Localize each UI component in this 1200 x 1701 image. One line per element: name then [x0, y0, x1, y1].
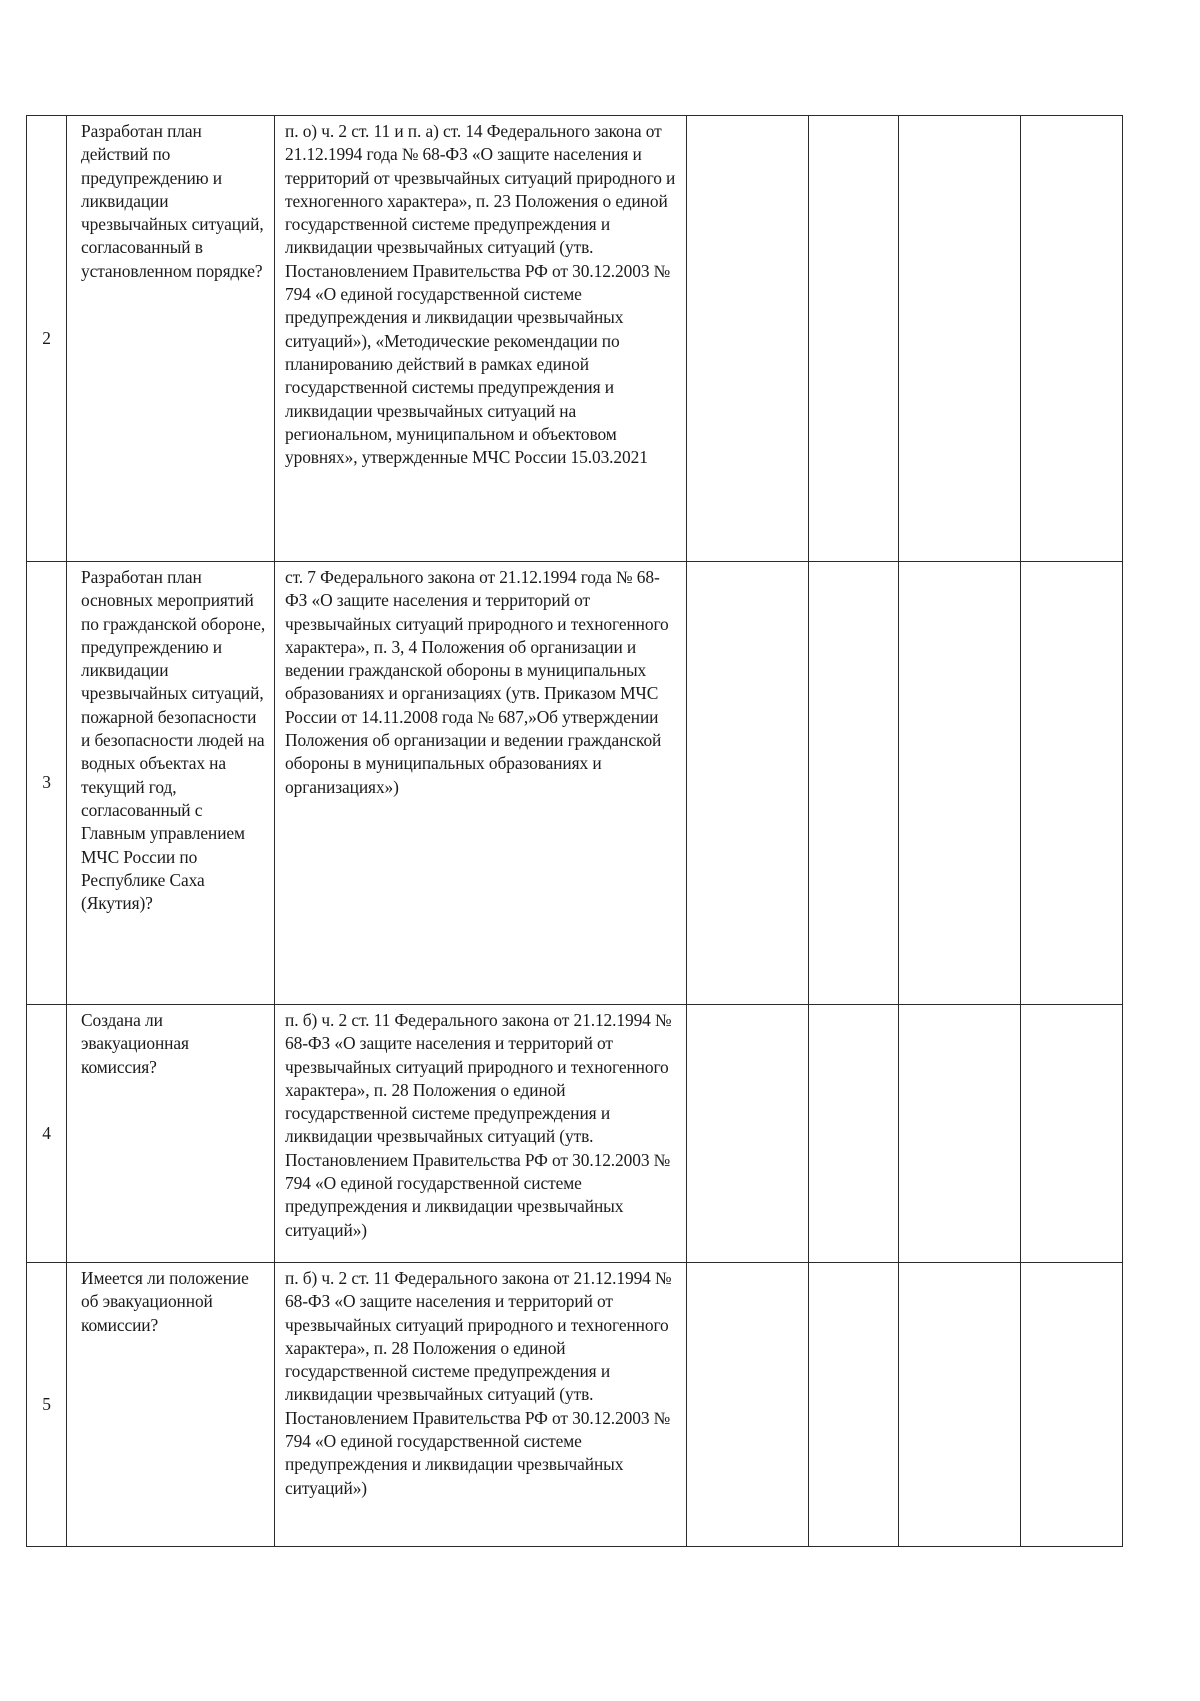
table-row	[27, 1263, 1123, 1547]
row-number: 4	[27, 1005, 67, 1263]
question-cell	[67, 1263, 275, 1547]
legal-basis-text: п. о) ч. 2 ст. 11 и п. а) ст. 14 Федерального закона от 21.12.1994 года № 68-ФЗ «О защите населения и территорий от чрезвычайных ситуаций природного и техногенного характера», п. 23 Положения о единой государственной системе предупреждения и ликвидации чрезвычайных ситуаций (утв. Постановлением Правительства РФ от 30.12.2003 № 794 «О единой государственной системе предупреждения и ликвидации чрезвычайных ситуаций»), «Методические рекомендации по планированию действий в рамках единой государственной системы предупреждения и ликвидации чрезвычайных ситуаций на региональном, муниципальном и объектовом уровнях», утвержденные МЧС России 15.03.2021	[285, 121, 676, 468]
answer-no-cell	[809, 116, 899, 562]
answer-no-cell	[809, 1005, 899, 1263]
note-cell	[1021, 1005, 1123, 1263]
document-page	[26, 115, 1122, 1547]
legal-basis-cell	[275, 116, 687, 562]
note-cell	[1021, 1263, 1123, 1547]
answer-no-cell	[809, 1263, 899, 1547]
answer-yes-cell	[687, 562, 809, 1005]
checklist-table	[26, 115, 1123, 1547]
legal-basis-cell	[275, 562, 687, 1005]
answer-na-cell	[899, 1005, 1021, 1263]
answer-na-cell	[899, 562, 1021, 1005]
answer-na-cell	[899, 116, 1021, 562]
row-number: 5	[27, 1263, 67, 1547]
legal-basis-cell	[275, 1263, 687, 1547]
table-row	[27, 1005, 1123, 1263]
note-cell	[1021, 116, 1123, 562]
question-cell	[67, 116, 275, 562]
legal-basis-cell	[275, 1005, 687, 1263]
question-text: Разработан план основных мероприятий по гражданской обороне, предупреждению и ликвидации чрезвычайных ситуаций, пожарной безопасности и безопасности людей на водных объектах на текущий год, согласованный с Главным управлением МЧС России по Республике Саха (Якутия)?	[81, 567, 266, 914]
answer-yes-cell	[687, 1263, 809, 1547]
question-text: Разработан план действий по предупреждению и ликвидации чрезвычайных ситуаций, согласованный в установленном порядке?	[81, 121, 264, 281]
answer-no-cell	[809, 562, 899, 1005]
row-number: 3	[27, 562, 67, 1005]
legal-basis-text: п. б) ч. 2 ст. 11 Федерального закона от 21.12.1994 № 68-ФЗ «О защите населения и территорий от чрезвычайных ситуаций природного и техногенного характера», п. 28 Положения о единой государственной системе предупреждения и ликвидации чрезвычайных ситуаций (утв. Постановлением Правительства РФ от 30.12.2003 № 794 «О единой государственной системе предупреждения и ликвидации чрезвычайных ситуаций»)	[285, 1268, 672, 1498]
answer-na-cell	[899, 1263, 1021, 1547]
question-text: Создана ли эвакуационная комиссия?	[81, 1010, 189, 1077]
answer-yes-cell	[687, 1005, 809, 1263]
question-text: Имеется ли положение об эвакуационной комиссии?	[81, 1268, 249, 1335]
question-cell	[67, 562, 275, 1005]
table-row	[27, 116, 1123, 562]
row-number: 2	[27, 116, 67, 562]
note-cell	[1021, 562, 1123, 1005]
question-cell	[67, 1005, 275, 1263]
legal-basis-text: п. б) ч. 2 ст. 11 Федерального закона от 21.12.1994 № 68-ФЗ «О защите населения и территорий от чрезвычайных ситуаций природного и техногенного характера», п. 28 Положения о единой государственной системе предупреждения и ликвидации чрезвычайных ситуаций (утв. Постановлением Правительства РФ от 30.12.2003 № 794 «О единой государственной системе предупреждения и ликвидации чрезвычайных ситуаций»)	[285, 1010, 672, 1240]
table-row	[27, 562, 1123, 1005]
legal-basis-text: ст. 7 Федерального закона от 21.12.1994 года № 68-ФЗ «О защите населения и территорий от чрезвычайных ситуаций природного и техногенного характера», п. 3, 4 Положения об организации и ведении гражданской обороны в муниципальных образованиях и организациях (утв. Приказом МЧС России от 14.11.2008 года № 687,»Об утверждении Положения об организации и ведении гражданской обороны в муниципальных образованиях и организациях»)	[285, 567, 669, 797]
answer-yes-cell	[687, 116, 809, 562]
